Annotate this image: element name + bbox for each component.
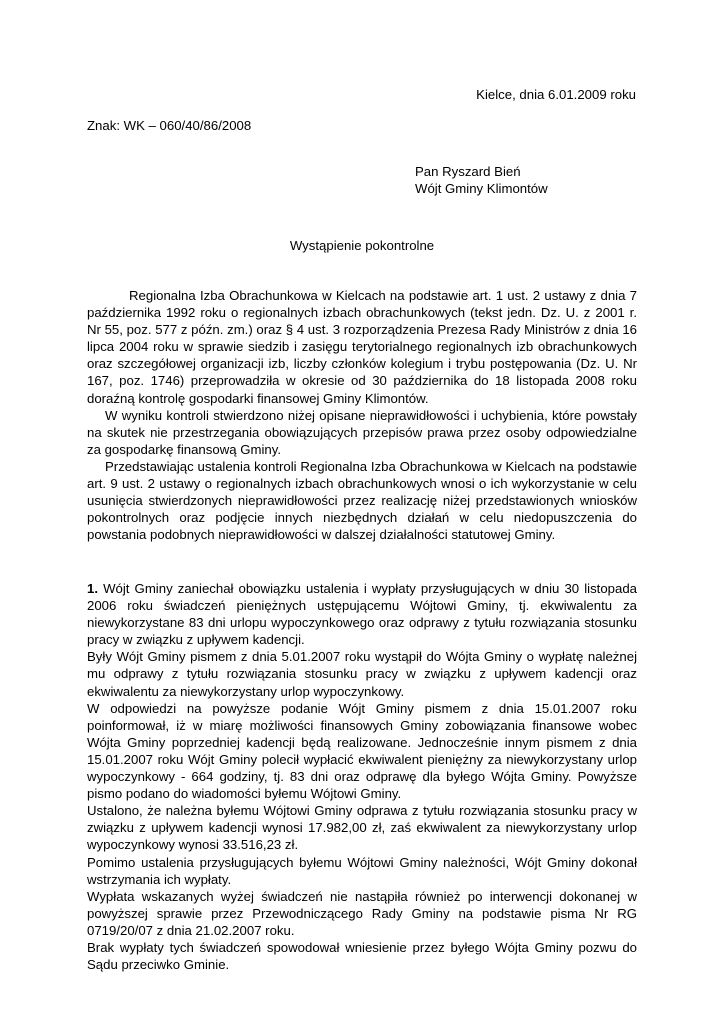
finding-paragraph: Pomimo ustalenia przysługujących byłemu Wójtowi Gminy należności, Wójt Gminy dokonał wstrzymania ich wypłaty. bbox=[87, 854, 637, 887]
recipient-name: Pan Ryszard Bień bbox=[415, 164, 521, 179]
finding-text: Wójt Gminy zaniechał obowiązku ustalenia i wypłaty przysługujących w dniu 30 listopada 2006 roku świadczeń pieniężnych ustępującemu Wójtowi Gminy, tj. ekwiwalentu za niewykorzystane 83 dni urlopu wypoczynkowego oraz odprawy z tytułu rozwiązania stosunku pracy w związku z upływem kadencji. bbox=[87, 581, 637, 648]
document-title: Wystąpienie pokontrolne bbox=[289, 238, 435, 253]
intro-paragraph: W wyniku kontroli stwierdzono niżej opisane nieprawidłowości i uchybienia, które powstały na skutek nie przestrzegania obowiązujących przepisów prawa przez osoby odpowiedzialne za gospodarkę finansową Gminy. bbox=[87, 407, 637, 457]
intro-paragraph: Przedstawiając ustalenia kontroli Regionalna Izba Obrachunkowa w Kielcach na podstawie art. 9 ust. 2 ustawy o regionalnych izbach obrachunkowych wnosi o ich wykorzystanie w celu usunięcia stwierdzonych nieprawidłowości przez realizację niżej przedstawionych wniosków pokontrolnych oraz podjęcie innych niezbędnych działań w celu niedopuszczenia do powstania podobnych nieprawidłowości w dalszej działalności statutowej Gminy. bbox=[87, 458, 637, 543]
finding-1-section bbox=[87, 580, 637, 973]
finding-paragraph: Brak wypłaty tych świadczeń spowodował wniesienie przez byłego Wójta Gminy pozwu do Sądu przeciwko Gminie. bbox=[87, 939, 637, 973]
intro-section bbox=[87, 287, 637, 543]
letter-date: Kielce, dnia 6.01.2009 roku bbox=[476, 87, 636, 102]
finding-number: 1. bbox=[87, 581, 98, 596]
finding-paragraph: Wypłata wskazanych wyżej świadczeń nie nastąpiła również po interwencji dokonanej w powyższej sprawie przez Przewodniczącego Rady Gminy na podstawie pisma Nr RG 0719/20/07 z dnia 21.02.2007 roku. bbox=[87, 888, 637, 938]
finding-paragraph: Były Wójt Gminy pismem z dnia 5.01.2007 roku wystąpił do Wójta Gminy o wypłatę należnej mu odprawy z tytułu rozwiązania stosunku pracy w związku z upływem kadencji oraz ekwiwalentu za niewykorzystany urlop wypoczynkowy. bbox=[87, 649, 637, 699]
intro-paragraph: Regionalna Izba Obrachunkowa w Kielcach na podstawie art. 1 ust. 2 ustawy z dnia 7 października 1992 roku o regionalnych izbach obrachunkowych (tekst jedn. Dz. U. z 2001 r. Nr 55, poz. 577 z późn. zm.) oraz § 4 ust. 3 rozporządzenia Prezesa Rady Ministrów z dnia 16 lipca 2004 roku w sprawie siedzib i zasięgu terytorialnego regionalnych izb obrachunkowych oraz szczegółowej organizacji izb, liczby członków kolegium i trybu postępowania (Dz. U. Nr 167, poz. 1746) przeprowadziła w okresie od 30 października do 18 listopada 2008 roku doraźną kontrolę gospodarki finansowej Gminy Klimontów. bbox=[87, 288, 637, 406]
recipient-title: Wójt Gminy Klimontów bbox=[415, 181, 548, 196]
finding-paragraph: W odpowiedzi na powyższe podanie Wójt Gminy pismem z dnia 15.01.2007 roku poinformował, iż w miarę możliwości finansowych Gminy zobowiązania finansowe wobec Wójta Gminy poprzedniej kadencji będą realizowane. Jednocześnie innym pismem z dnia 15.01.2007 roku Wójt Gminy polecił wypłacić ekwiwalent pieniężny za niewykorzystany urlop wypoczynkowy - 664 godziny, tj. 83 dni oraz odprawę dla byłego Wójta Gminy. Powyższe pismo podano do wiadomości byłemu Wójtowi Gminy. bbox=[87, 700, 637, 802]
finding-paragraph: Ustalono, że należna byłemu Wójtowi Gminy odprawa z tytułu rozwiązania stosunku pracy w związku z upływem kadencji wynosi 17.982,00 zł, zaś ekwiwalent za niewykorzystany urlop wypoczynkowy wynosi 33.516,23 zł. bbox=[87, 803, 637, 853]
finding-paragraph bbox=[87, 580, 637, 648]
reference-number: Znak: WK – 060/40/86/2008 bbox=[87, 118, 252, 133]
recipient-block bbox=[415, 163, 548, 197]
